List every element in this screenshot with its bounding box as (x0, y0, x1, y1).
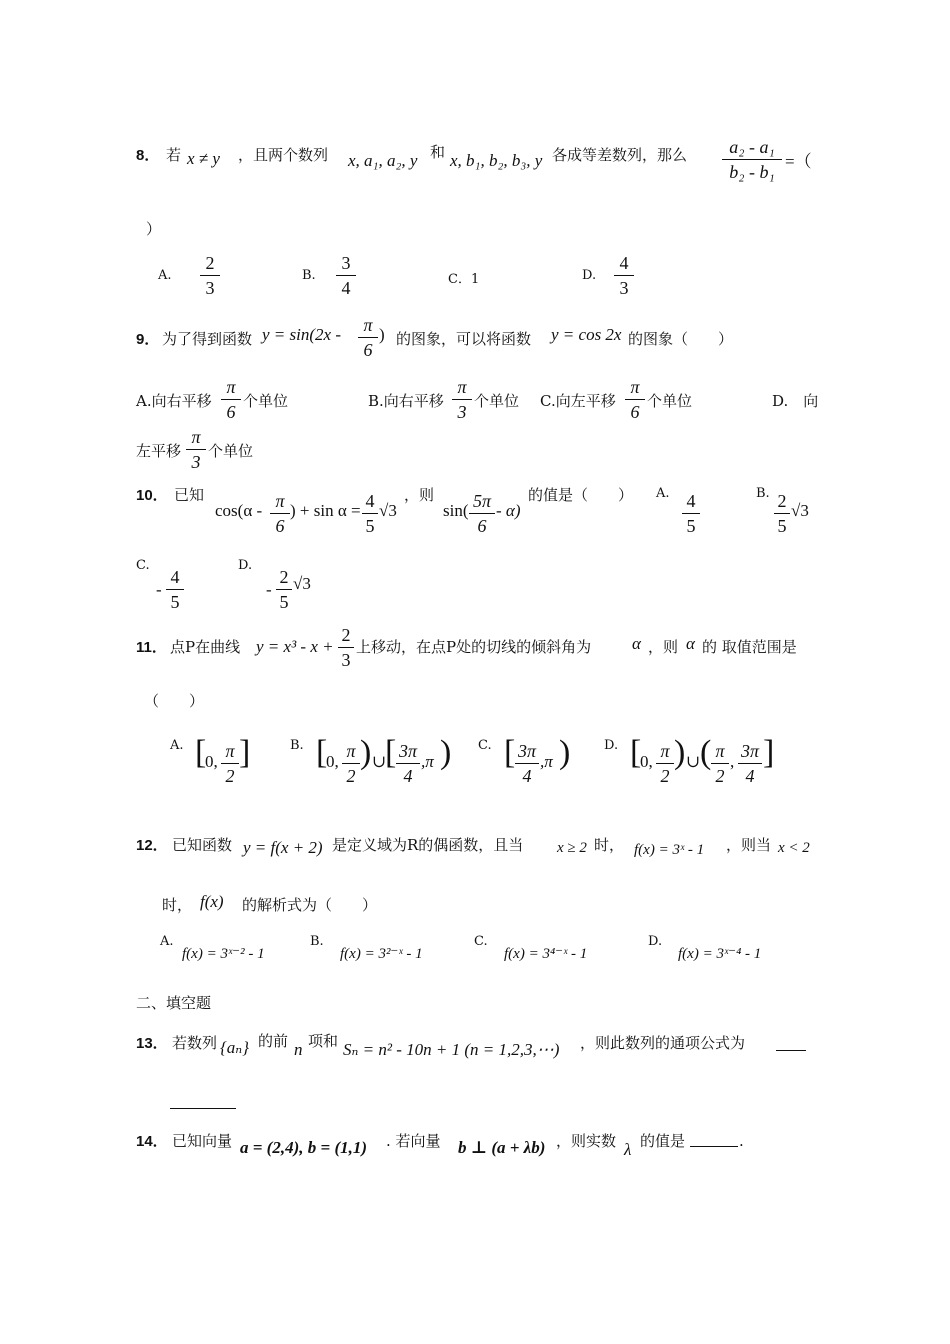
q10-c-opt-num: 4 (170, 567, 180, 587)
q11-b-den-2: 4 (403, 766, 413, 786)
q11-c-comma-pi: ,π (540, 752, 553, 771)
q11-c-fraction (515, 740, 539, 787)
q10-c-opt-den: 5 (170, 592, 180, 612)
q13-text-4: ，则此数列的通项公式为 (580, 1034, 746, 1052)
q11-b-zero: 0, (326, 752, 339, 771)
q8-option-d-fraction (614, 252, 634, 299)
q10-option-c-fraction (166, 566, 184, 613)
q10-option-b-label: B. (756, 486, 770, 501)
q11-d-num-1: π (660, 741, 670, 761)
q12-option-b-label: B. (310, 934, 324, 949)
q9-f1-num: π (363, 315, 373, 335)
q8-option-a-fraction (200, 252, 220, 299)
q11-alpha-1: α (632, 634, 641, 653)
q10-e1-den: 6 (275, 516, 285, 536)
q13-sequence: {aₙ} (220, 1038, 249, 1057)
q14-period: . (739, 1132, 744, 1150)
q9-text-2: 的图象，可以将函数 (396, 330, 532, 348)
q11-b-right-paren-2: ) (440, 734, 452, 771)
q10-text-3: 的值是（ ） (528, 486, 634, 504)
q9-a-den: 6 (226, 402, 236, 422)
q11-c-den: 4 (522, 766, 532, 786)
q10-option-d-fraction (276, 566, 292, 613)
q12-option-d: f(x) = 3ˣ⁻⁴ - 1 (678, 946, 762, 962)
q13-text-3: 项和 (308, 1032, 339, 1050)
q8-condition: x ≠ y (187, 149, 220, 168)
q9-text-1: 为了得到函数 (162, 330, 253, 348)
q12-text-2: 是定义域为R的偶函数，且当 (332, 836, 524, 854)
q10-a-num: 4 (686, 491, 696, 511)
q11-d-fraction-1 (656, 740, 674, 787)
q14-text-1: 已知向量 (172, 1132, 233, 1150)
q11-option-c-label: C. (478, 738, 492, 753)
q8-text-2: ，且两个数列 (238, 146, 329, 164)
q12-option-a-label: A. (160, 934, 174, 949)
q9-b-den: 3 (457, 402, 467, 422)
q10-c-num: 4 (365, 491, 375, 511)
q12-option-a: f(x) = 3ˣ⁻² - 1 (182, 946, 265, 962)
q9-c-den: 6 (630, 402, 640, 422)
q12-function: y = f(x + 2) (243, 838, 323, 857)
q9-option-a-suffix: 个单位 (243, 392, 289, 410)
q9-function-2: y = cos 2x (551, 325, 622, 344)
q10-d-opt-den: 5 (279, 592, 289, 612)
q14-lambda: λ (624, 1140, 632, 1159)
q11-d-num-2: π (715, 741, 725, 761)
q8-option-c: C．1 (448, 272, 480, 287)
q9-option-a-prefix: A.向右平移 (136, 392, 212, 410)
q9-option-d-prefix: D. 向 (772, 392, 819, 410)
q8-ratio-numerator: a₂ - a₁ (729, 137, 775, 157)
q10-option-b-sqrt3: √3 (791, 501, 809, 520)
q11-d-den-3: 4 (745, 766, 755, 786)
q14-number: 14． (136, 1133, 168, 1150)
q11-a-left-bracket: [ (195, 734, 207, 771)
q10-e2-den: 6 (477, 516, 487, 536)
q14-text-4: 的值是 (640, 1132, 686, 1150)
q11-b-den-1: 2 (346, 766, 356, 786)
q8-sequence-2: x, b₁, b₂, b₃, y (450, 151, 543, 170)
q9-option-a-fraction (221, 376, 241, 423)
q10-text-1: 已知 (174, 486, 205, 504)
q10-sqrt3: √3 (379, 501, 397, 520)
q11-a-fraction (221, 740, 239, 787)
q9-f1-den: 6 (363, 340, 373, 360)
q9-function-1: y = sin(2x - (262, 325, 341, 344)
q11-d-left-paren-2: ( (700, 734, 712, 771)
q10-expression-2-fraction (469, 490, 495, 537)
q12-text-6: 的解析式为（ ） (242, 896, 378, 914)
q8-option-a-den: 3 (205, 278, 215, 298)
q12-option-c-label: C. (474, 934, 488, 949)
q11-option-a-label: A. (170, 738, 184, 753)
q8-text-1: 若 (166, 146, 182, 164)
q8-option-a-label: A. (158, 268, 172, 283)
q10-expression-2-prefix: sin( (443, 501, 469, 520)
q9-option-b-suffix: 个单位 (474, 392, 520, 410)
q11-d-right-bracket: ] (763, 734, 775, 771)
q11-b-num-1: π (346, 741, 356, 761)
q10-c-den: 5 (365, 516, 375, 536)
q10-b-num: 2 (777, 491, 787, 511)
q10-text-2: ，则 (404, 486, 435, 504)
q10-option-c-sign: - (156, 580, 162, 599)
q11-d-zero: 0, (640, 752, 653, 771)
q10-number: 10． (136, 487, 168, 504)
q8-option-d-num: 4 (619, 253, 629, 273)
section-title-fill-in: 二、填空题 (136, 994, 212, 1012)
q9-option-b-prefix: B.向右平移 (368, 392, 444, 410)
q11-curve-den: 3 (341, 650, 351, 670)
q11-d-fraction-2 (711, 740, 729, 787)
q8-option-b-num: 3 (341, 253, 351, 273)
q11-b-fraction-1 (342, 740, 360, 787)
q14-vectors: a = (2,4), b = (1,1) (240, 1138, 368, 1157)
q8-option-b-label: B. (302, 268, 316, 283)
q12-option-d-label: D. (648, 934, 663, 949)
q8-sequence-1: x, a₁, a₂, y (348, 151, 418, 170)
q11-a-den: 2 (225, 766, 235, 786)
q8-option-b-den: 4 (341, 278, 351, 298)
q10-option-a-fraction (682, 490, 700, 537)
q10-option-c-label: C. (136, 558, 150, 573)
q8-option-a-num: 2 (205, 253, 215, 273)
q12-text-1: 已知函数 (172, 836, 233, 854)
q11-d-comma: , (730, 752, 735, 771)
q12-text-3: 时， (594, 836, 625, 854)
q11-d-fraction-3 (738, 740, 762, 787)
q9-number: 9． (136, 331, 160, 348)
q11-b-fraction-2 (396, 740, 420, 787)
q9-option-c-fraction (625, 376, 645, 423)
q11-curve: y = x³ - x + (256, 637, 334, 656)
q14-text-3: ，则实数 (556, 1132, 617, 1150)
q11-c-right-paren: ) (559, 734, 571, 771)
q11-b-num-2: 3π (398, 741, 418, 761)
q8-option-d-label: D. (582, 268, 597, 283)
q9-option-c-prefix: C.向左平移 (540, 392, 616, 410)
q11-a-right-bracket: ] (239, 734, 251, 771)
q12-text-5: 时， (162, 896, 193, 914)
q10-expression-1-fraction (270, 490, 290, 537)
q10-e1-num: π (275, 491, 285, 511)
q12-fx: f(x) (200, 892, 224, 911)
q13-number: 13． (136, 1035, 168, 1052)
q13-answer-blank-1[interactable] (776, 1050, 806, 1051)
q12-definition: f(x) = 3ˣ - 1 (634, 842, 705, 858)
q11-d-den-2: 2 (715, 766, 725, 786)
q11-c-left-bracket: [ (504, 734, 516, 771)
q13-n: n (294, 1040, 303, 1059)
q9-option-d-fraction (186, 426, 206, 473)
q11-b-right-paren-1: ) (360, 734, 372, 771)
q8-ratio-denominator: b₂ - b₁ (729, 162, 775, 182)
q11-d-left-bracket: [ (630, 734, 642, 771)
q11-curve-num: 2 (341, 625, 351, 645)
q11-b-comma-pi: ,π (421, 752, 434, 771)
q9-option-d-line2: 左平移 (136, 442, 182, 460)
q11-d-union: ∪ (686, 752, 701, 771)
q9-function-1-fraction (358, 314, 378, 361)
q9-d-num: π (191, 427, 201, 447)
q11-b-left-bracket-1: [ (316, 734, 328, 771)
q11-d-num-3: 3π (740, 741, 760, 761)
q9-c-num: π (630, 377, 640, 397)
q11-d-den-1: 2 (660, 766, 670, 786)
q12-condition-1: x ≥ 2 (557, 840, 587, 856)
q9-option-d-suffix: 个单位 (208, 442, 254, 460)
q12-text-4: ，则当 (726, 836, 772, 854)
q8-number: 8． (136, 147, 160, 164)
q8-option-b-fraction (336, 252, 356, 299)
q11-text-4: 的 取值范围是 (702, 638, 797, 656)
q14-perpendicular: b ⊥ (a + λb) (458, 1138, 546, 1157)
q11-d-right-paren-1: ) (674, 734, 686, 771)
q9-a-num: π (226, 377, 236, 397)
q13-sum-formula: Sₙ = n² - 10n + 1 (n = 1,2,3,⋯) (343, 1040, 560, 1059)
q10-coefficient-fraction (362, 490, 378, 537)
q11-b-union: ∪ (372, 752, 387, 771)
q10-expression-1-middle: ) + sin α = (290, 501, 361, 520)
q10-d-opt-num: 2 (279, 567, 289, 587)
q9-text-3: 的图象（ ） (628, 330, 734, 348)
q8-text-3: 和 (430, 143, 446, 161)
q8-option-d-den: 3 (619, 278, 629, 298)
q8-close-paren: ） (146, 220, 162, 238)
q8-text-4: 各成等差数列，那么 (552, 146, 688, 164)
q10-option-d-label: D. (238, 558, 253, 573)
q9-option-c-suffix: 个单位 (647, 392, 693, 410)
q10-expression-1-prefix: cos(α - (215, 501, 263, 520)
q10-option-b-fraction (774, 490, 790, 537)
q11-paren: （ ） (144, 692, 205, 710)
q10-b-den: 5 (777, 516, 787, 536)
q9-b-num: π (457, 377, 467, 397)
q11-b-left-bracket-2: [ (385, 734, 397, 771)
q14-answer-blank[interactable] (690, 1146, 738, 1147)
q11-curve-fraction (338, 624, 354, 671)
q13-answer-blank-2[interactable] (170, 1108, 236, 1109)
q13-text-1: 若数列 (172, 1034, 218, 1052)
q10-e2-num: 5π (472, 491, 492, 511)
q14-text-2: . 若向量 (386, 1132, 441, 1150)
q9-option-b-fraction (452, 376, 472, 423)
q10-option-d-sign: - (266, 580, 272, 599)
q10-a-den: 5 (686, 516, 696, 536)
q12-condition-2: x < 2 (778, 840, 810, 856)
q11-a-num: π (225, 741, 235, 761)
q11-alpha-2: α (686, 634, 695, 653)
q12-number: 12． (136, 837, 168, 854)
q8-ratio-fraction (722, 136, 782, 183)
q9-function-1-close: ) (379, 325, 385, 344)
q10-option-d-sqrt3: √3 (293, 574, 311, 593)
q11-option-b-label: B. (290, 738, 304, 753)
q8-tail: =（ (785, 152, 812, 171)
q12-option-b: f(x) = 3²⁻ˣ - 1 (340, 946, 423, 962)
q11-text-3: ，则 (648, 638, 679, 656)
q13-text-2: 的前 (258, 1032, 289, 1050)
q11-number: 11． (136, 639, 167, 656)
q9-d-den: 3 (191, 452, 201, 472)
q10-expression-2-suffix: - α) (496, 501, 521, 520)
q11-text-2: 上移动，在点P处的切线的倾斜角为 (356, 638, 592, 656)
q11-a-zero: 0, (205, 752, 218, 771)
q11-c-num: 3π (517, 741, 537, 761)
q11-text-1: 点P在曲线 (170, 638, 241, 656)
q11-option-d-label: D. (604, 738, 619, 753)
q12-option-c: f(x) = 3⁴⁻ˣ - 1 (504, 946, 588, 962)
q10-option-a-label: A. (656, 486, 670, 501)
